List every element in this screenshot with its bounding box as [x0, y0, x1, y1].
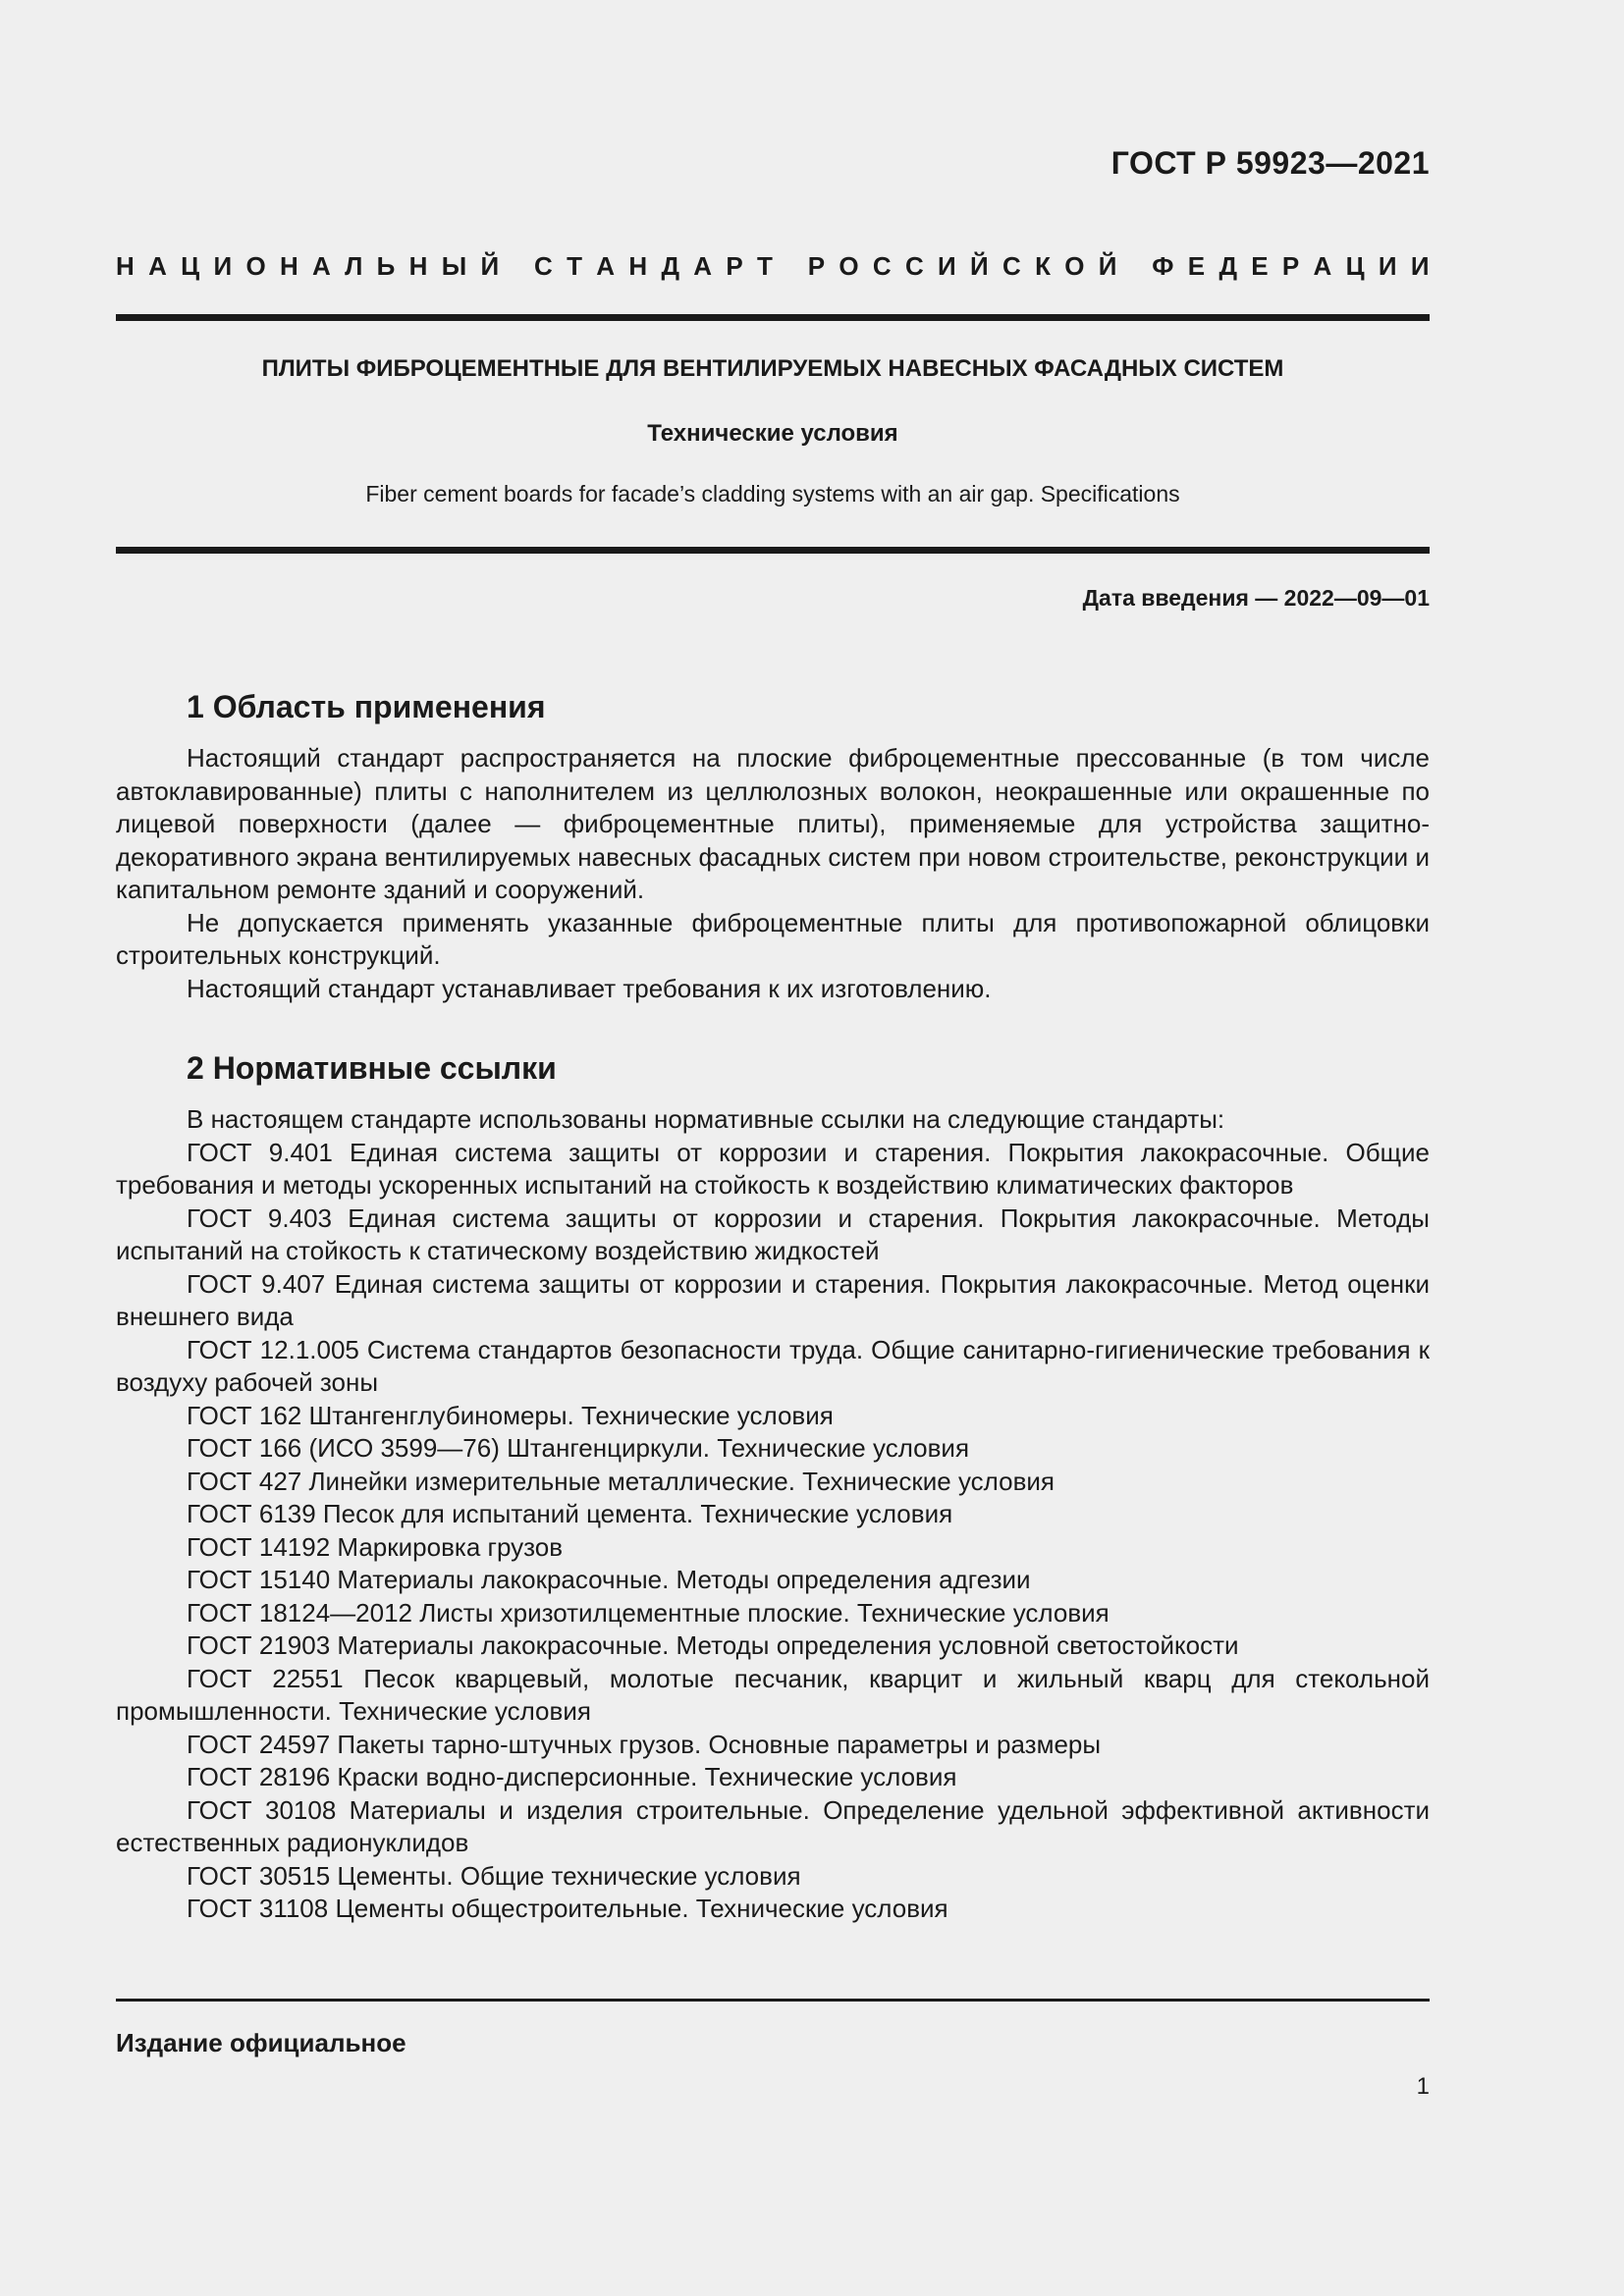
document-number: ГОСТ Р 59923—2021 — [1110, 145, 1430, 181]
reference-item: ГОСТ 166 (ИСО 3599—76) Штангенциркули. Технические условия — [187, 1433, 970, 1463]
reference-item: ГОСТ 12.1.005 Система стандартов безопасности труда. Общие санитарно-гигиенические требования к воздуху рабочей зоны — [116, 1334, 1430, 1397]
heading-letter: Н — [279, 251, 298, 281]
reference-item: ГОСТ 9.407 Единая система защиты от коррозии и старения. Покрытия лакокрасочные. Метод оценки внешнего вида — [116, 1268, 1430, 1331]
reference-item: ГОСТ 31108 Цементы общестроительные. Технические условия — [187, 1894, 948, 1923]
heading-letter: Ц — [181, 251, 200, 281]
heading-letter: С — [872, 251, 892, 281]
national-standard-heading — [116, 251, 1430, 282]
heading-letter: Т — [567, 251, 582, 281]
heading-letter — [786, 251, 793, 282]
heading-letter: А — [148, 251, 167, 281]
heading-letter: Ц — [1345, 251, 1365, 281]
heading-letter: И — [213, 251, 233, 281]
official-edition-label: Издание официальное — [116, 2028, 406, 2057]
heading-letter: Р — [807, 251, 826, 281]
heading-letter: А — [693, 251, 713, 281]
heading-letter: И — [1410, 251, 1430, 281]
reference-item: ГОСТ 15140 Материалы лакокрасочные. Методы определения адгезии — [187, 1565, 1031, 1594]
heading-letter: Е — [1187, 251, 1206, 281]
reference-item: ГОСТ 21903 Материалы лакокрасочные. Методы определения условной светостойкости — [187, 1630, 1239, 1660]
heading-letter: Р — [726, 251, 743, 281]
heading-letter: С — [904, 251, 924, 281]
reference-item: ГОСТ 28196 Краски водно-дисперсионные. Технические условия — [187, 1762, 957, 1791]
heading-letter: А — [596, 251, 616, 281]
reference-item: ГОСТ 18124—2012 Листы хризотилцементные плоские. Технические условия — [187, 1597, 1110, 1628]
reference-item: ГОСТ 6139 Песок для испытаний цемента. Технические условия — [187, 1499, 953, 1528]
heading-letter: Ы — [441, 251, 467, 281]
heading-letter: Й — [970, 251, 989, 281]
heading-letter: Ь — [376, 251, 396, 281]
heading-letter: Е — [1251, 251, 1269, 281]
section-1-paragraph: Настоящий стандарт устанавливает требования к их изготовлению. — [187, 973, 992, 1003]
section-1-paragraph: Настоящий стандарт распространяется на плоские фиброцементные прессованные (в том числе автоклавированные) плиты с наполнителем из целлюлозных волокон, неокрашенные или окрашенные по лицевой поверхности (далее — фиброцементные плиты), применяемые для устройства защитно-декоративного экрана вентилируемых навесных фасадных систем при новом строительстве, реконструкции и капитальном ремонте зданий и сооружений. — [116, 743, 1430, 904]
reference-item: ГОСТ 24597 Пакеты тарно-штучных грузов. Основные параметры и размеры — [187, 1729, 1102, 1759]
reference-item: ГОСТ 14192 Маркировка грузов — [187, 1531, 564, 1562]
heading-letter: Ф — [1152, 251, 1174, 281]
document-subtitle: Технические условия — [647, 420, 898, 447]
heading-letter — [513, 251, 519, 282]
document-body — [116, 687, 1430, 1926]
heading-letter: А — [312, 251, 331, 281]
page-number: 1 — [1416, 2073, 1430, 2100]
introduction-date: Дата введения — 2022—09—01 — [1082, 585, 1430, 611]
document-title-english: Fiber cement boards for facade’s cladding systems with an air gap. Specifications — [365, 481, 1180, 507]
reference-item: ГОСТ 427 Линейки измерительные металлические. Технические условия — [187, 1466, 1055, 1496]
heading-letter: С — [534, 251, 553, 281]
heading-letter: Н — [408, 251, 428, 281]
heading-letter: О — [839, 251, 859, 281]
heading-letter: Й — [1098, 251, 1117, 281]
section-2-title: 2 Нормативные ссылки — [187, 1050, 557, 1086]
heading-letter: А — [1313, 251, 1332, 281]
section-1-paragraph: Не допускается применять указанные фиброцементные плиты для противопожарной облицовки строительных конструкций. — [116, 907, 1430, 970]
reference-item: ГОСТ 22551 Песок кварцевый, молотые песчаник, кварцит и жильный кварц для стекольной промышленности. Технические условия — [116, 1663, 1430, 1726]
reference-item: ГОСТ 30515 Цементы. Общие технические условия — [187, 1860, 801, 1891]
heading-letter: К — [1035, 251, 1051, 281]
top-divider — [116, 314, 1430, 321]
document-title: ПЛИТЫ ФИБРОЦЕМЕНТНЫЕ ДЛЯ ВЕНТИЛИРУЕМЫХ НАВЕСНЫХ ФАСАДНЫХ СИСТЕМ — [261, 355, 1284, 382]
heading-letter: Т — [756, 251, 773, 281]
title-divider — [116, 547, 1430, 554]
heading-letter: Р — [1281, 251, 1300, 281]
reference-item: ГОСТ 162 Штангенглубиномеры. Технические условия — [187, 1400, 834, 1430]
heading-letter: О — [1064, 251, 1085, 281]
footer-divider — [116, 1999, 1430, 2002]
heading-letter: Д — [661, 251, 679, 281]
section-1-title: 1 Область применения — [187, 689, 546, 724]
heading-letter: Й — [480, 251, 500, 281]
reference-item: ГОСТ 9.401 Единая система защиты от коррозии и старения. Покрытия лакокрасочные. Общие требования и методы ускоренных испытаний на стойкость к воздействию климатических факторов — [116, 1137, 1430, 1200]
reference-item: ГОСТ 30108 Материалы и изделия строительные. Определение удельной эффективной активности естественных радионуклидов — [116, 1794, 1430, 1857]
heading-letter: Н — [628, 251, 648, 281]
heading-letter: И — [938, 251, 956, 281]
heading-letter — [1131, 251, 1138, 282]
heading-letter: С — [1002, 251, 1021, 281]
heading-letter: И — [1378, 251, 1397, 281]
section-2-intro: В настоящем стандарте использованы нормативные ссылки на следующие стандарты: — [187, 1104, 1225, 1134]
reference-item: ГОСТ 9.403 Единая система защиты от коррозии и старения. Покрытия лакокрасочные. Методы испытаний на стойкость к статическому воздействию жидкостей — [116, 1202, 1430, 1265]
heading-letter: О — [245, 251, 266, 281]
heading-letter: Л — [345, 251, 363, 281]
heading-letter: Д — [1218, 251, 1237, 281]
heading-letter: Н — [116, 251, 135, 281]
